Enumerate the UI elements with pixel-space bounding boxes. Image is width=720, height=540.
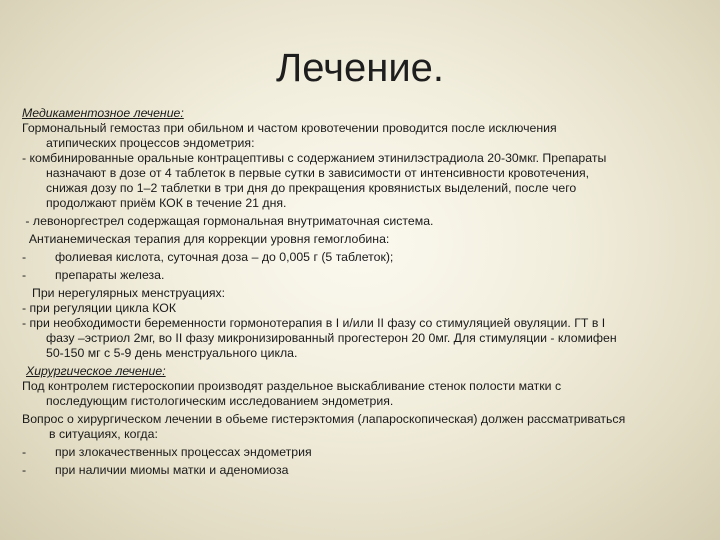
- text-line: - при необходимости беременности гормонотерапия в I и/или II фазу со стимуляцией овуляции. ГТ в I: [22, 316, 606, 330]
- list-item: [22, 445, 702, 460]
- text-line: назначают в дозе от 4 таблеток в первые сутки в зависимости от интенсивности кровотечения,: [46, 166, 590, 180]
- list-item: [22, 268, 702, 283]
- list-item: [22, 463, 702, 478]
- text-line: атипических процессов эндометрия:: [46, 136, 255, 150]
- text-line: в ситуациях, когда:: [49, 427, 158, 441]
- text-line: последующим гистологическим исследованием эндометрия.: [46, 394, 394, 408]
- slide-body: [22, 106, 702, 478]
- section-heading-irregular: При нерегулярных менструациях:: [32, 286, 226, 300]
- text-line: Вопрос о хирургическом лечении в обьеме гистерэктомия (лапароскопическая) должен рассматриваться: [22, 412, 626, 426]
- text-line: Антианемическая терапия для коррекции уровня гемоглобина:: [22, 232, 390, 246]
- text-line: Гормональный гемостаз при обильном и частом кровотечении проводится после исключения: [22, 121, 557, 135]
- text-line: снижая дозу по 1–2 таблетки в три дня до прекращения кровянистых выделений, после чего: [46, 181, 577, 195]
- section-heading-surgical: Хирургическое лечение:: [26, 364, 166, 378]
- text-line: 50-150 мг с 5-9 день менструального цикла.: [46, 346, 298, 360]
- bullet-dash: -: [22, 463, 27, 477]
- text-line: - левоноргестрел содержащая гормональная внутриматочная система.: [22, 214, 434, 228]
- text-line: продолжают приём КОК в течение 21 дня.: [46, 196, 287, 210]
- section-heading-medication: Медикаментозное лечение:: [22, 106, 184, 120]
- bullet-dash: -: [22, 268, 27, 282]
- list-item-text: препараты железа.: [55, 268, 165, 282]
- text-line: - комбинированные оральные контрацептивы с содержанием этинилэстрадиола 20-30мкг. Препараты: [22, 151, 607, 165]
- list-item-text: фолиевая кислота, суточная доза – до 0,005 г (5 таблеток);: [55, 250, 394, 264]
- bullet-dash: -: [22, 250, 27, 264]
- text-line: - при регуляции цикла КОК: [22, 301, 176, 315]
- list-item: [22, 250, 702, 265]
- bullet-dash: -: [22, 445, 27, 459]
- text-line: Под контролем гистероскопии производят раздельное выскабливание стенок полости матки с: [22, 379, 562, 393]
- list-item-text: при злокачественных процессах эндометрия: [55, 445, 312, 459]
- text-line: фазу –эстриол 2мг, во II фазу микронизированный прогестерон 20 0мг. Для стимуляции - кломифен: [46, 331, 617, 345]
- list-item-text: при наличии миомы матки и аденомиоза: [55, 463, 289, 477]
- slide-title: Лечение.: [275, 46, 445, 90]
